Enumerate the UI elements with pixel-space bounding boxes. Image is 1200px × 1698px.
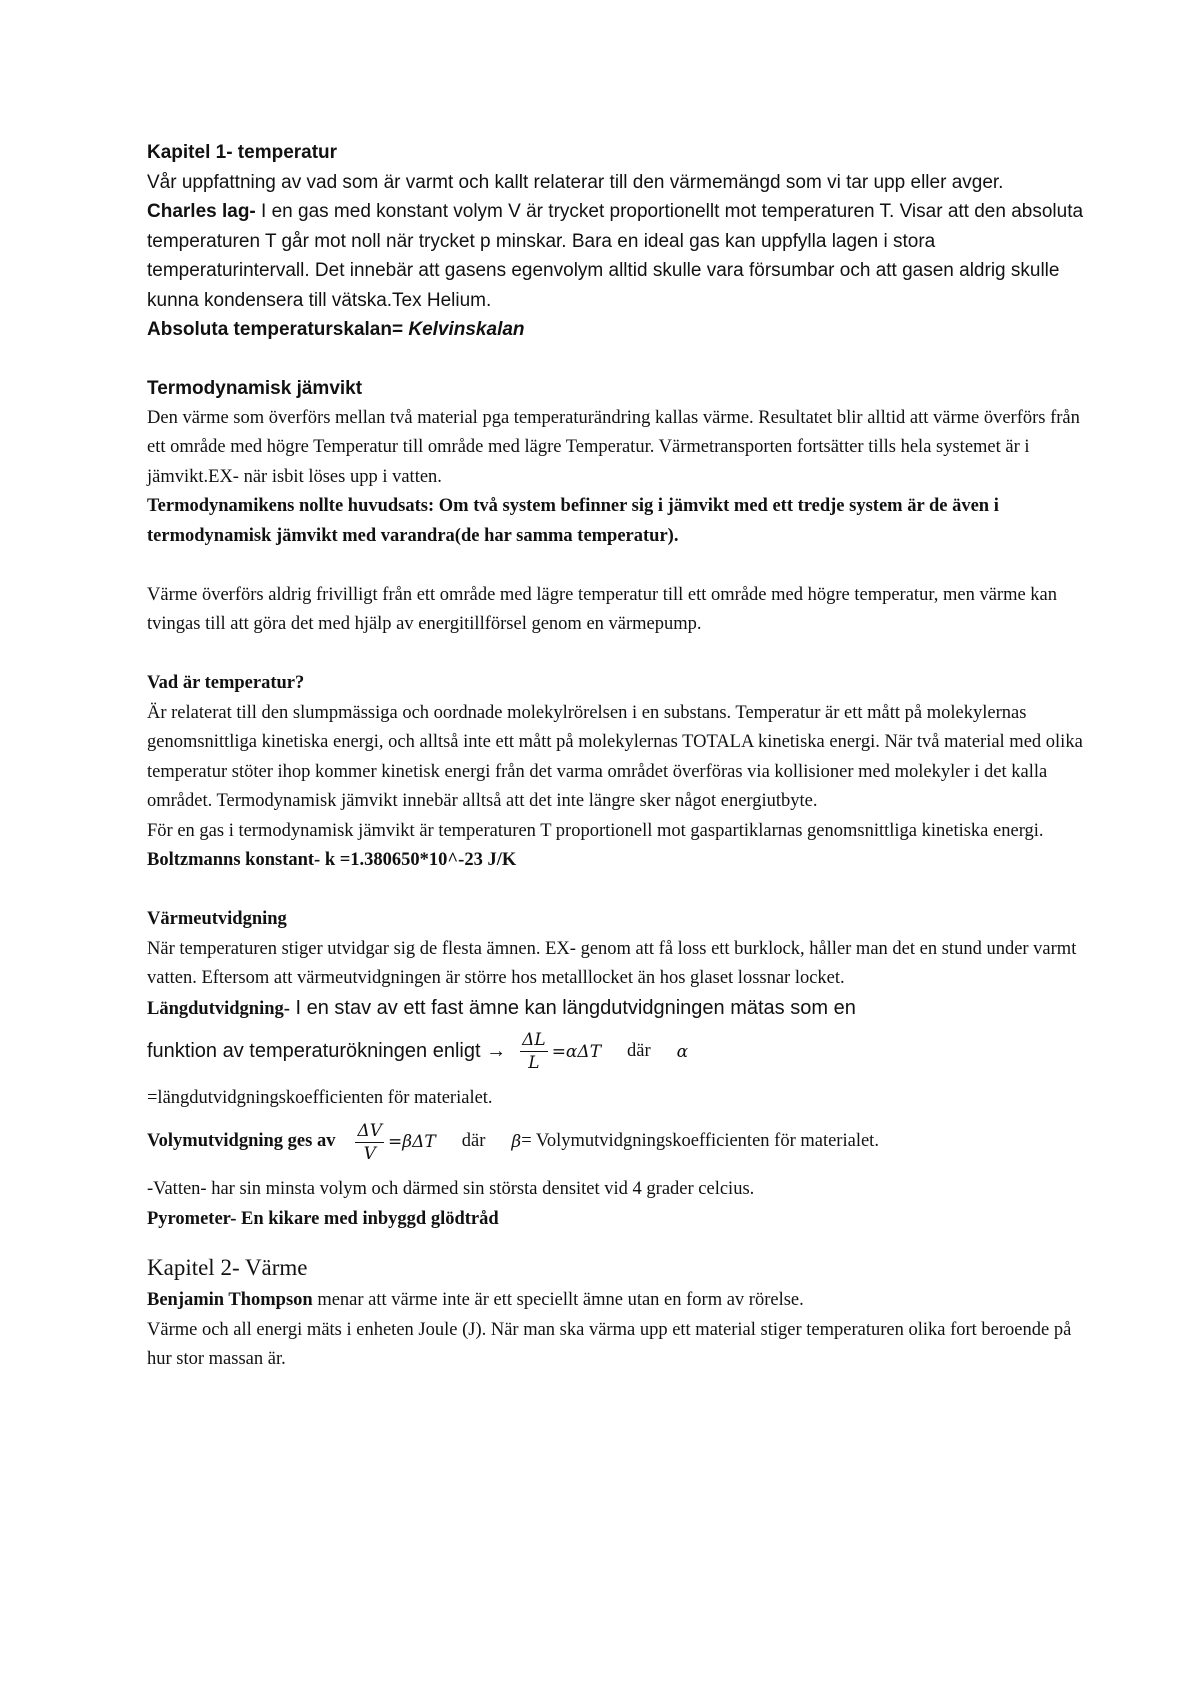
charles-law-text: I en gas med konstant volym V är trycket proportionellt mot temperaturen T. Visar att den absoluta temperaturen T går mot noll när trycket p minskar. Bara en ideal gas kan uppfylla lagen i stora temperaturintervall. Det innebär att gasens egenvolym alltid skulle vara försumbar och att gasen aldrig skulle kunna kondensera till vätska.Tex Helium. [147,201,1084,311]
beta-symbol: β [511,1132,522,1152]
chapter-1-intro: Vår uppfattning av vad som är varmt och kallt relaterar till den värmemängd som vi tar upp eller avger. [147,171,1004,193]
pyrometer-line: Pyrometer- En kikare med inbyggd glödtråd [147,1208,499,1229]
volume-fraction-denominator: V [363,1143,376,1164]
energy-paragraph: Värme och all energi mäts i enheten Joule (J). När man ska värma upp ett material stiger temperaturen olika fort beroende på hur stor massan är. [147,1319,1072,1369]
chapter-2-title: Kapitel 2- Värme [147,1255,308,1280]
absolute-scale-line [147,315,1087,345]
thompson-line [147,1286,1087,1316]
charles-law-label: Charles lag- [147,201,256,222]
charles-law-paragraph [147,197,1087,315]
nollte-huvudsats: Termodynamikens nollte huvudsats: Om två system befinner sig i jämvikt med ett tredje system är de även i termodynamisk jämvikt med varandra(de har samma temperatur). [147,496,999,546]
vad-paragraph: Är relaterat till den slumpmässiga och oordnade molekylrörelsen i en substans. Temperatur är ett mått på molekylernas genomsnittliga kinetiska energi, och alltså inte ett mått på molekylernas TOTALA kinetiska energi. När två material med olika temperatur stöter ihop kommer kinetisk energi från det varma området överföras via kollisioner med molekyler i det kalla området. Termodynamisk jämvikt innebär alltså att det inte längre sker något energiutbyte. [147,702,1083,811]
alpha-symbol: α [676,1041,689,1062]
langdutvidgning-label: Längdutvidgning- [147,998,290,1019]
volume-equation-rhs: =βΔT [388,1132,436,1152]
volym-equation-line [147,1113,1087,1171]
absolute-scale-value: Kelvinskalan [408,319,525,340]
vatten-line: -Vatten- har sin minsta volym och därmed sin största densitet vid 4 grader celcius. [147,1179,755,1199]
absolute-scale-label: Absoluta temperaturskalan= [147,319,409,340]
varmeutvidgning-paragraph: När temperaturen stiger utvidgar sig de flesta ämnen. EX- genom att få loss ett burklock, håller man det en stund under varmt vatten. Eftersom att värmeutvidgningen är större hos metalllocket än hos glaset lossnar locket. [147,938,1077,988]
termodynamisk-heading: Termodynamisk jämvikt [147,378,363,399]
heat-transfer-paragraph: Värme överförs aldrig frivilligt från ett område med lägre temperatur till ett område med högre temperatur, men värme kan tvingas till att göra det med hjälp av energitillförsel genom en värmepump. [147,584,1058,634]
alpha-description: =längdutvidgningskoefficienten för materialet. [147,1087,493,1108]
varmeutvidgning-heading: Värmeutvidgning [147,909,287,929]
chapter-1-title: Kapitel 1- temperatur [147,142,338,163]
volume-fraction-numerator: ΔV [357,1120,383,1141]
volymutvidgning-label: Volymutvidgning ges av [147,1131,336,1152]
langdutvidgning-text: I en stav av ett fast ämne kan längdutvidgningen mätas som en [289,996,856,1019]
langdutvidgning-line [147,994,1087,1026]
termodynamisk-paragraph: Den värme som överförs mellan två material pga temperaturändring kallas värme. Resultatet blir alltid att värme överförs från ett område med högre Temperatur till område med lägre Temperatur. Värmetransporten fortsätter tills hela systemet är i jämvikt.EX- när isbit löses upp i vatten. [147,407,1080,487]
length-equation-rhs: =αΔT [551,1041,602,1062]
document-page [147,138,1087,1375]
dar-word-2: där [461,1131,486,1152]
volume-fraction [355,1121,384,1164]
vad-heading: Vad är temperatur? [147,673,305,693]
langdutvidgning-text-2: funktion av temperaturökningen enligt → [147,1039,507,1062]
length-fraction-numerator: ΔL [522,1030,546,1050]
length-fraction-denominator: L [528,1053,540,1073]
beta-description: = Volymutvidgningskoefficienten för materialet. [521,1131,879,1152]
thompson-name: Benjamin Thompson [147,1290,313,1310]
gas-paragraph: För en gas i termodynamisk jämvikt är temperaturen T proportionell mot gaspartiklarnas genomsnittliga kinetiska energi. [147,820,1044,841]
thompson-text: menar att värme inte är ett speciellt ämne utan en form av rörelse. [312,1290,804,1310]
dar-word-1: där [627,1040,651,1061]
length-fraction [520,1030,548,1073]
boltzmann-constant: Boltzmanns konstant- k =1.380650*10^-23 J/K [147,850,517,870]
langd-equation-line [147,1026,1087,1078]
